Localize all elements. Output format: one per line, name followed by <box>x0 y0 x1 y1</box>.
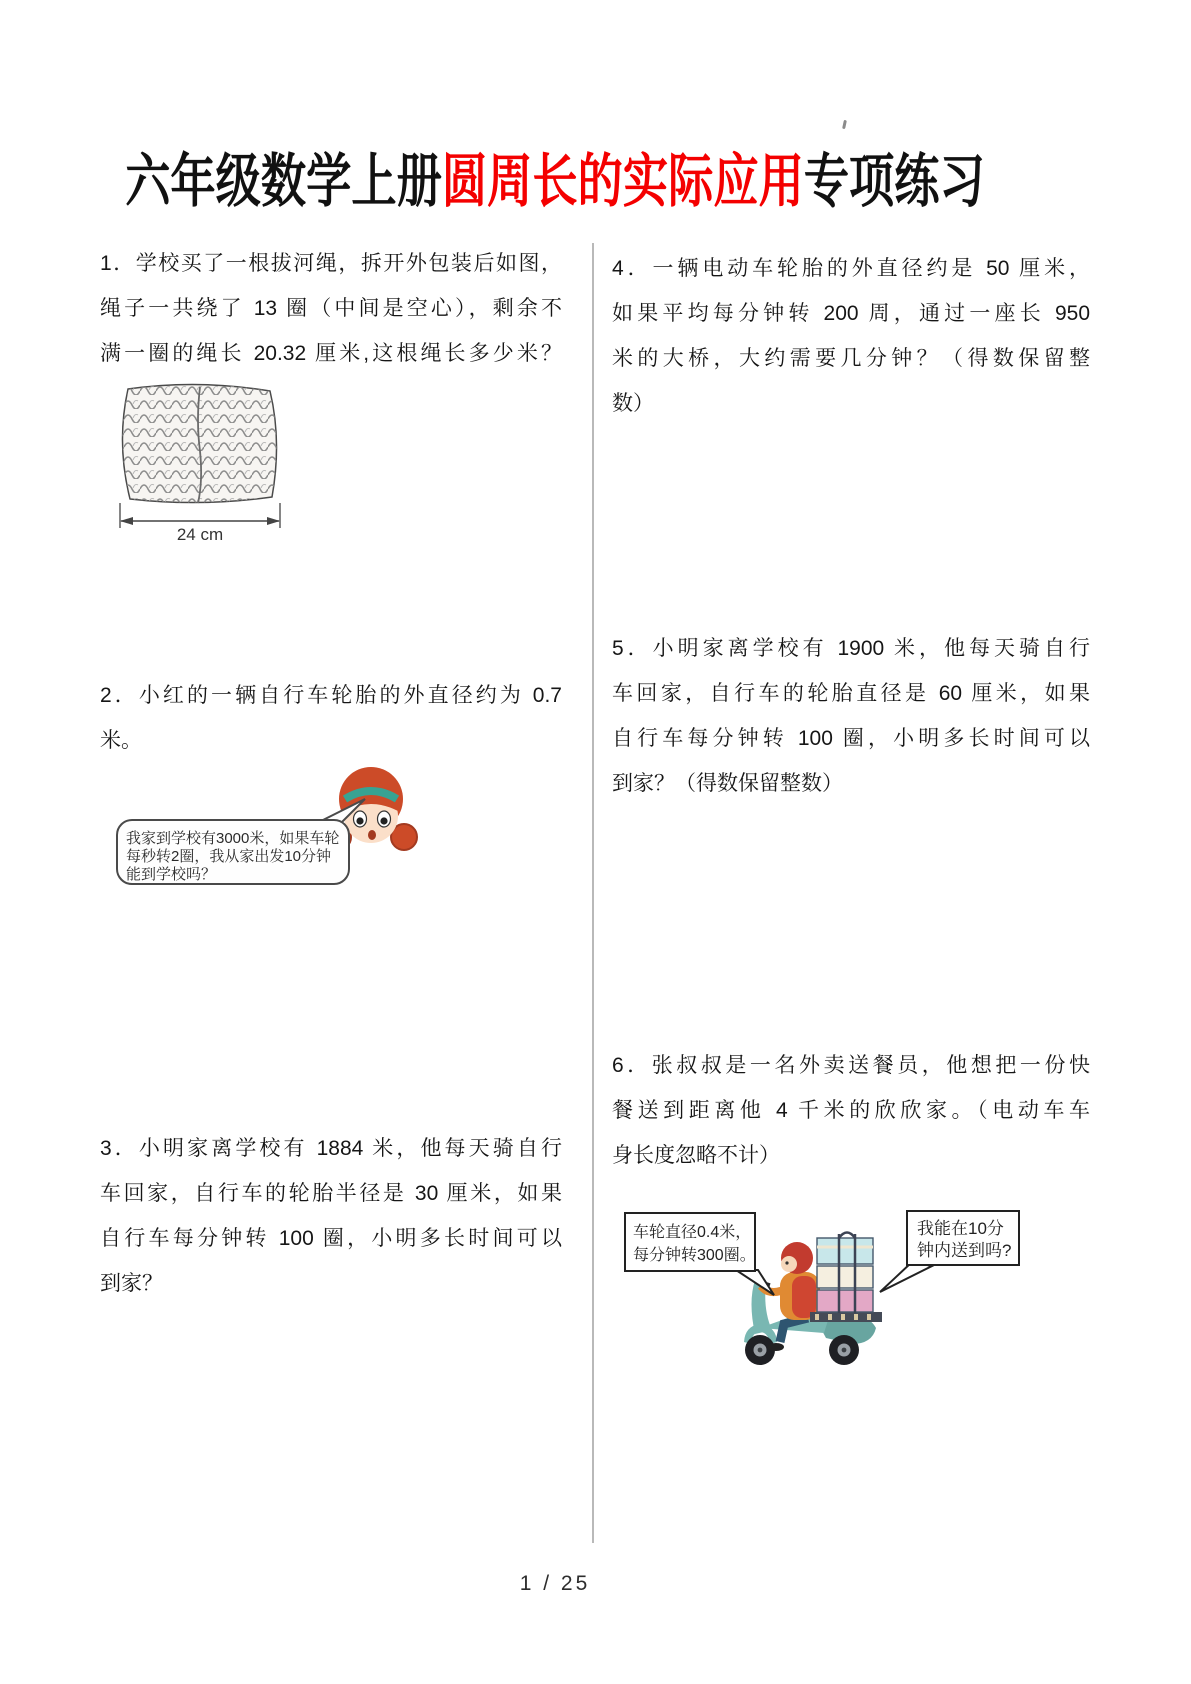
title-suffix: 专项练习 <box>803 149 985 214</box>
title-prefix: 六年级数学上册 <box>125 149 442 214</box>
bubble-line-2: 每秒转2圈，我从家出发10分钟 <box>126 848 332 865</box>
delivery-question-bubble <box>880 1211 1019 1292</box>
stray-mark <box>842 120 847 129</box>
problem-6-line-1: 6．张叔叔是一名外卖送餐员，他想把一份快 <box>612 1054 1090 1077</box>
problem-1 <box>100 241 562 376</box>
speech-bubble <box>117 799 365 884</box>
problem-2-line-2: 米。 <box>100 729 142 752</box>
page-title <box>122 134 988 218</box>
girl-speech-illustration <box>105 755 425 890</box>
problem-5 <box>612 626 1090 806</box>
problem-4-line-2: 如果平均每分钟转 200 周，通过一座长 950 <box>612 302 1090 325</box>
problem-3 <box>100 1126 562 1306</box>
bubble-line-1: 我家到学校有3000米，如果车轮 <box>126 830 340 847</box>
problem-4 <box>612 246 1090 426</box>
problem-6-line-2: 餐送到距离他 4 千米的欣欣家。（电动车车 <box>612 1099 1090 1122</box>
problem-2-line-1: 2．小红的一辆自行车轮胎的外直径约为 0.7 <box>100 684 562 707</box>
delivery-boxes <box>810 1233 882 1323</box>
scooter-illustration <box>743 1233 883 1366</box>
problem-1-line-3: 满一圈的绳长 20.32 厘米,这根绳长多少米？ <box>100 342 562 365</box>
problem-5-line-3: 自行车每分钟转 100 圈，小明多长时间可以 <box>612 727 1090 750</box>
problem-3-line-4: 到家？ <box>100 1272 163 1295</box>
problem-6-line-3: 身长度忽略不计） <box>612 1144 780 1167</box>
rope-coil-illustration <box>108 381 293 543</box>
wheel-spec-bubble <box>625 1213 774 1295</box>
problem-1-line-2: 绳子一共绕了 13 圈（中间是空心），剩余不 <box>100 297 562 320</box>
problem-2 <box>100 673 562 763</box>
delivery-question-line-2: 钟内送到吗? <box>917 1241 1012 1260</box>
title-highlight: 圆周长的实际应用 <box>441 149 804 214</box>
column-divider <box>592 243 594 1543</box>
problem-3-line-3: 自行车每分钟转 100 圈，小明多长时间可以 <box>100 1227 562 1250</box>
problem-5-line-1: 5．小明家离学校有 1900 米，他每天骑自行 <box>612 637 1090 660</box>
problem-5-line-4: 到家？（得数保留整数） <box>612 772 843 795</box>
delivery-question-line-1: 我能在10分 <box>917 1219 1004 1238</box>
problem-3-line-1: 3．小明家离学校有 1884 米，他每天骑自行 <box>100 1137 562 1160</box>
problem-5-line-2: 车回家，自行车的轮胎直径是 60 厘米，如果 <box>612 682 1090 705</box>
problem-4-line-1: 4．一辆电动车轮胎的外直径约是 50 厘米， <box>612 257 1090 280</box>
delivery-question-bubble-tail <box>880 1262 932 1292</box>
wheel-spec-line-1: 车轮直径0.4米， <box>633 1224 752 1241</box>
problem-6 <box>612 1043 1090 1178</box>
bubble-line-3: 能到学校吗？ <box>126 866 217 883</box>
problem-3-line-2: 车回家，自行车的轮胎半径是 30 厘米，如果 <box>100 1182 562 1205</box>
mouth <box>368 830 376 840</box>
problem-4-line-3: 米的大桥，大约需要几分钟？（得数保留整 <box>612 347 1090 370</box>
problem-4-line-4: 数） <box>612 392 654 415</box>
dimension-label: 24 cm <box>176 525 224 543</box>
problem-1-line-1: 1．学校买了一根拔河绳，拆开外包装后如图， <box>100 252 562 275</box>
page-number: 1 / 25 <box>519 1572 591 1595</box>
wheel-spec-line-2: 每分钟转300圈。 <box>633 1247 756 1264</box>
delivery-scooter-illustration <box>612 1200 1032 1375</box>
